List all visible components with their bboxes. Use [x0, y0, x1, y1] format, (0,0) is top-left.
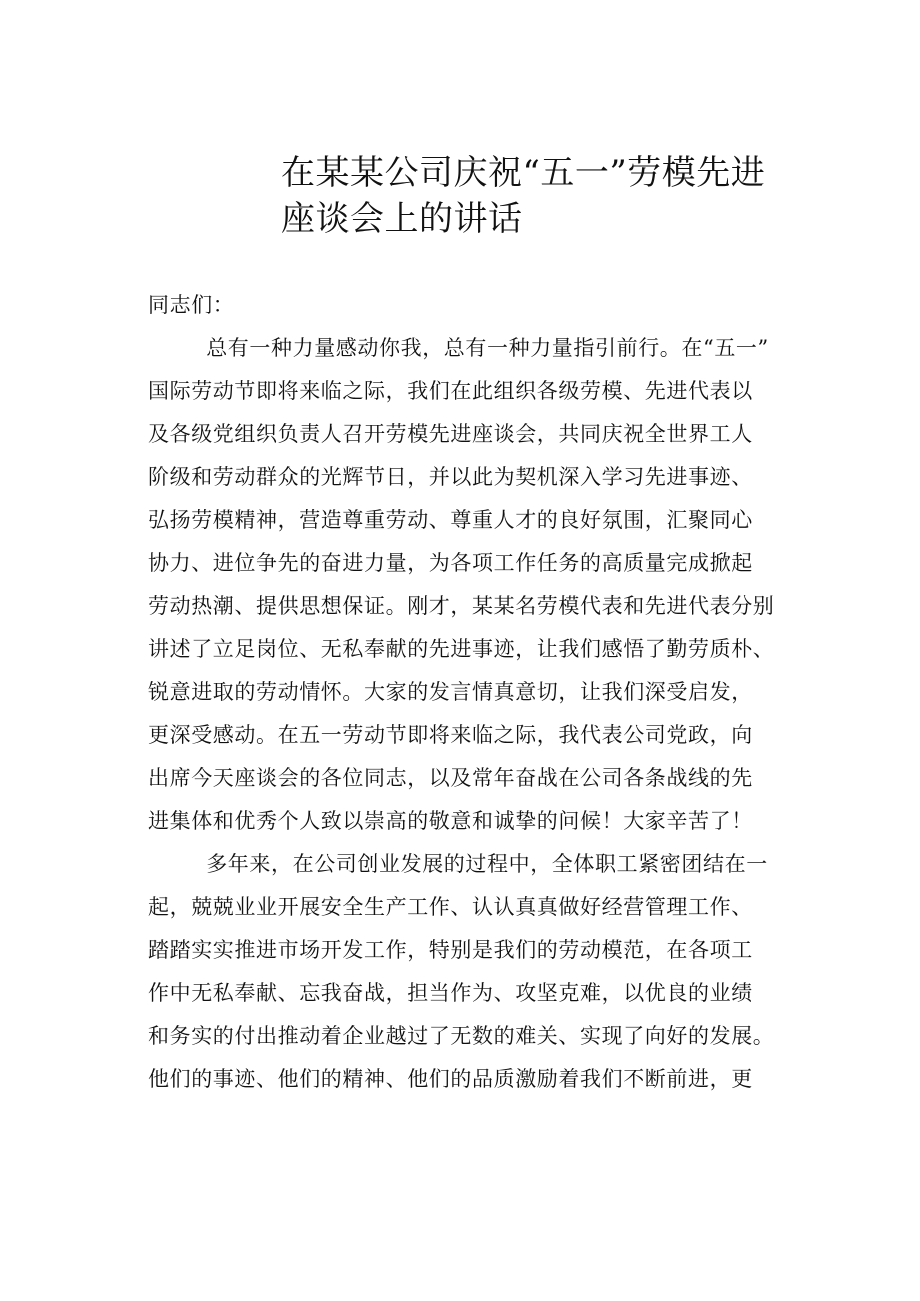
body-line: 总有一种力量感动你我，总有一种力量指引前行。在“五一” — [148, 336, 769, 360]
body-line: 及各级党组织负责人召开劳模先进座谈会，共同庆祝全世界工人 — [148, 422, 753, 446]
body-line: 和务实的付出推动着企业越过了无数的难关、实现了向好的发展。 — [148, 1024, 775, 1048]
document-body — [148, 284, 808, 1101]
body-line: 弘扬劳模精神，营造尊重劳动、尊重人才的良好氛围，汇聚同心 — [148, 508, 753, 532]
title-line-2: 座谈会上的讲话 — [281, 199, 523, 239]
body-line: 多年来，在公司创业发展的过程中，全体职工紧密团结在一 — [148, 852, 768, 876]
body-line: 阶级和劳动群众的光辉节日，并以此为契机深入学习先进事迹、 — [148, 465, 753, 489]
body-line: 起，兢兢业业开展安全生产工作、认认真真做好经营管理工作、 — [148, 895, 753, 919]
document-title — [281, 150, 821, 242]
salutation: 同志们： — [148, 293, 235, 317]
body-line: 他们的事迹、他们的精神、他们的品质激励着我们不断前进，更 — [148, 1067, 753, 1091]
title-line-1: 在某某公司庆祝“五一”劳模先进 — [281, 153, 766, 193]
body-line: 踏踏实实推进市场开发工作，特别是我们的劳动模范，在各项工 — [148, 938, 753, 962]
body-line: 更深受感动。在五一劳动节即将来临之际，我代表公司党政，向 — [148, 723, 753, 747]
body-line: 协力、进位争先的奋进力量，为各项工作任务的高质量完成掀起 — [148, 551, 753, 575]
body-line: 国际劳动节即将来临之际，我们在此组织各级劳模、先进代表以 — [148, 379, 753, 403]
body-line: 作中无私奉献、忘我奋战，担当作为、攻坚克难，以优良的业绩 — [148, 981, 753, 1005]
body-line: 出席今天座谈会的各位同志，以及常年奋战在公司各条战线的先 — [148, 766, 753, 790]
body-line: 劳动热潮、提供思想保证。刚才，某某名劳模代表和先进代表分别 — [148, 594, 775, 618]
body-line: 进集体和优秀个人致以崇高的敬意和诚挚的问候！大家辛苦了！ — [148, 809, 753, 833]
body-line: 锐意进取的劳动情怀。大家的发言情真意切，让我们深受启发， — [148, 680, 753, 704]
body-line: 讲述了立足岗位、无私奉献的先进事迹，让我们感悟了勤劳质朴、 — [148, 637, 775, 661]
